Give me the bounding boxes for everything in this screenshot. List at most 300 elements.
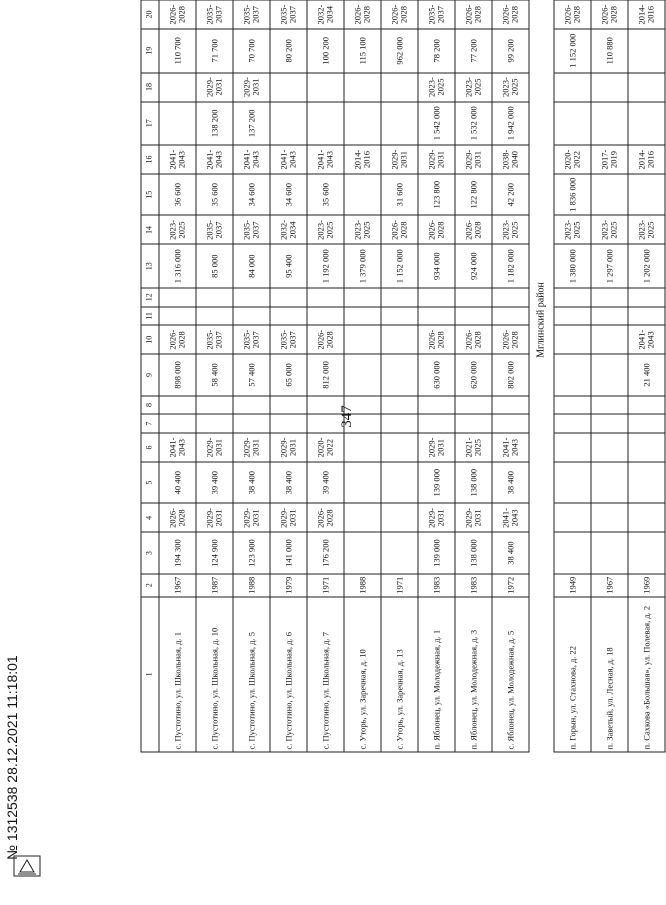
table-cell: 2026-2028	[159, 503, 196, 532]
table-cell	[591, 433, 628, 462]
table-cell: с. Пустотино, ул. Школьная, д. 1	[159, 597, 196, 752]
table-cell: 2026-2028	[492, 0, 529, 29]
table-cell: с. Пустотино, ул. Школьная, д. 5	[233, 597, 270, 752]
table-row	[628, 0, 665, 752]
table-cell: 2035-2037	[196, 325, 233, 354]
table-cell: 36 600	[159, 174, 196, 215]
table-cell: 2026-2028	[455, 325, 492, 354]
table-cell: 40 400	[159, 462, 196, 503]
table-cell: 5	[141, 462, 159, 503]
table-cell	[270, 396, 307, 415]
table-cell	[381, 288, 418, 307]
table-cell: п. Яблонец, ул. Молодежная, д. 1	[418, 597, 455, 752]
table-cell: с. Пустотино, ул. Школьная, д. 6	[270, 597, 307, 752]
table-cell: 1 152 000	[381, 244, 418, 288]
table-cell	[554, 433, 591, 462]
table-cell: 962 000	[381, 29, 418, 73]
table-cell	[381, 414, 418, 433]
table-cell: 78 200	[418, 29, 455, 73]
table-cell: 1987	[196, 574, 233, 597]
table-cell: 2026-2028	[307, 503, 344, 532]
table-row	[455, 0, 492, 752]
table-row	[233, 0, 270, 752]
table-cell	[591, 414, 628, 433]
table-cell: 176 200	[307, 532, 344, 573]
table-cell: 2029-2031	[418, 145, 455, 174]
table-cell: 898 000	[159, 354, 196, 395]
table-cell	[628, 396, 665, 415]
table-cell	[591, 174, 628, 215]
table-cell	[381, 396, 418, 415]
table-cell	[418, 288, 455, 307]
table-cell: 1 380 000	[554, 244, 591, 288]
table-cell: 1	[141, 597, 159, 752]
table-cell: 2035-2037	[270, 325, 307, 354]
table-cell: 2041-2043	[159, 433, 196, 462]
table-cell: 2023-2025	[418, 73, 455, 102]
table-cell	[307, 102, 344, 146]
table-cell	[344, 503, 381, 532]
table-cell	[381, 503, 418, 532]
table-cell	[344, 414, 381, 433]
table-cell: 1983	[455, 574, 492, 597]
table-cell: с. Пустотино, ул. Школьная, д. 7	[307, 597, 344, 752]
table-cell: с. Яблонец, ул. Молодежная, д. 5	[492, 597, 529, 752]
table-cell	[554, 503, 591, 532]
table-row	[591, 0, 628, 752]
table-cell: 122 800	[455, 174, 492, 215]
table-cell	[554, 102, 591, 146]
table-cell: 2035-2037	[196, 0, 233, 29]
table-cell: 1971	[381, 574, 418, 597]
table-cell: 2041-2043	[307, 145, 344, 174]
table-cell: 3	[141, 532, 159, 573]
table-cell	[159, 73, 196, 102]
table-cell: 17	[141, 102, 159, 146]
table-cell	[591, 73, 628, 102]
table-cell: 123 800	[418, 174, 455, 215]
table-cell	[628, 102, 665, 146]
table-cell	[159, 307, 196, 326]
table-cell	[270, 307, 307, 326]
table-cell	[196, 307, 233, 326]
table-cell: 1971	[307, 574, 344, 597]
table-cell	[492, 288, 529, 307]
table-cell: 2023-2025	[628, 215, 665, 244]
table-cell	[628, 307, 665, 326]
table-cell	[628, 503, 665, 532]
table-cell	[270, 102, 307, 146]
table-row	[554, 0, 591, 752]
table-cell	[591, 532, 628, 573]
table-cell	[159, 414, 196, 433]
table-cell: 14	[141, 215, 159, 244]
table-cell	[628, 414, 665, 433]
table-cell: 2023-2025	[344, 215, 381, 244]
table-cell: 620 000	[455, 354, 492, 395]
table-cell	[196, 288, 233, 307]
table-cell	[381, 102, 418, 146]
table-row	[344, 0, 381, 752]
table-cell: 2026-2028	[418, 215, 455, 244]
table-cell: 2026-2028	[418, 325, 455, 354]
footer	[4, 500, 42, 880]
table-cell	[628, 73, 665, 102]
table-cell: 2026-2028	[381, 0, 418, 29]
table-cell	[591, 503, 628, 532]
table-cell: 2014-2016	[628, 145, 665, 174]
table-cell	[418, 396, 455, 415]
document-stamp: № 1312538 28.12.2021 11:18:01	[4, 655, 20, 860]
table-cell: 2017-2019	[591, 145, 628, 174]
table-row	[418, 0, 455, 752]
table-cell	[591, 325, 628, 354]
table-cell: 16	[141, 145, 159, 174]
table-cell	[233, 396, 270, 415]
table-cell: 2023-2025	[591, 215, 628, 244]
table-cell: 34 600	[233, 174, 270, 215]
table-cell: 2029-2031	[270, 503, 307, 532]
table-cell: 2029-2031	[233, 433, 270, 462]
table-cell: 2026-2028	[381, 215, 418, 244]
table-cell: 1 152 000	[554, 29, 591, 73]
table-cell	[492, 307, 529, 326]
table-cell: 34 600	[270, 174, 307, 215]
table-cell: 2029-2031	[196, 433, 233, 462]
table-cell: 2026-2028	[554, 0, 591, 29]
table-cell: 2041-2043	[196, 145, 233, 174]
table-cell: 2029-2031	[455, 503, 492, 532]
page-number: 347	[338, 405, 355, 428]
table-cell: 1949	[554, 574, 591, 597]
table-cell: 802 000	[492, 354, 529, 395]
table-cell	[381, 325, 418, 354]
table-cell: 1 297 000	[591, 244, 628, 288]
table-cell: 2035-2037	[233, 215, 270, 244]
table-cell	[344, 462, 381, 503]
table-cell: 138 200	[196, 102, 233, 146]
table-cell: 2029-2031	[233, 73, 270, 102]
table-cell: 80 200	[270, 29, 307, 73]
table-cell: 194 300	[159, 532, 196, 573]
table-cell: 2035-2037	[196, 215, 233, 244]
table-cell: 10	[141, 325, 159, 354]
table-cell	[381, 73, 418, 102]
table-cell: 58 400	[196, 354, 233, 395]
table-cell: 2023-2025	[455, 73, 492, 102]
table-cell: 42 200	[492, 174, 529, 215]
table-cell: 2026-2028	[455, 0, 492, 29]
table-cell: 4	[141, 503, 159, 532]
table-row	[159, 0, 196, 752]
table-cell: 138 000	[455, 462, 492, 503]
table-cell: 38 400	[233, 462, 270, 503]
table-cell: 2032-2034	[270, 215, 307, 244]
table-cell	[344, 433, 381, 462]
table-cell: 1988	[233, 574, 270, 597]
table-cell: 2026-2028	[591, 0, 628, 29]
table-cell: 31 600	[381, 174, 418, 215]
table-cell: 124 900	[196, 532, 233, 573]
table-cell	[381, 462, 418, 503]
table-cell: 39 400	[196, 462, 233, 503]
table-cell: 1 202 000	[628, 244, 665, 288]
table-cell	[418, 307, 455, 326]
table-cell: 630 000	[418, 354, 455, 395]
table-row	[196, 0, 233, 752]
table-cell: 2041-2043	[492, 503, 529, 532]
table-cell: 2023-2025	[159, 215, 196, 244]
table-cell	[591, 396, 628, 415]
table-cell: 1 542 000	[418, 102, 455, 146]
table-cell: 924 000	[455, 244, 492, 288]
table-cell: 2032-2034	[307, 0, 344, 29]
table-cell: 2026-2028	[455, 215, 492, 244]
table-cell: 2029-2031	[233, 503, 270, 532]
table-cell: 85 000	[196, 244, 233, 288]
table-cell: 1972	[492, 574, 529, 597]
table-cell	[628, 462, 665, 503]
table-cell: 2023-2025	[492, 215, 529, 244]
table-cell: 2020-2022	[554, 145, 591, 174]
table-cell: 2029-2031	[418, 503, 455, 532]
table-cell	[307, 73, 344, 102]
table-cell: 2029-2031	[196, 503, 233, 532]
table-cell	[344, 307, 381, 326]
table-cell: 1 192 000	[307, 244, 344, 288]
table-cell: 70 700	[233, 29, 270, 73]
table-cell: 2035-2037	[270, 0, 307, 29]
table-cell: 1988	[344, 574, 381, 597]
table-cell: 15	[141, 174, 159, 215]
table-cell: 138 000	[455, 532, 492, 573]
table-cell	[344, 396, 381, 415]
table-cell: 65 000	[270, 354, 307, 395]
table-cell: 2035-2037	[233, 325, 270, 354]
table-cell: 2041-2043	[159, 145, 196, 174]
table-cell: 35 600	[196, 174, 233, 215]
table-cell: 1 532 000	[455, 102, 492, 146]
table-cell: 1 836 000	[554, 174, 591, 215]
table-cell: 110 880	[591, 29, 628, 73]
table-cell	[344, 354, 381, 395]
table-cell: 2029-2031	[418, 433, 455, 462]
table-cell: 2026-2028	[307, 325, 344, 354]
table-cell: 141 000	[270, 532, 307, 573]
table-cell: п. Сахкова «Большая», ул. Полевая, д. 2	[628, 597, 665, 752]
table-cell	[455, 414, 492, 433]
table-cell: 2038-2040	[492, 145, 529, 174]
table-cell: 6	[141, 433, 159, 462]
table-cell: 2023-2025	[492, 73, 529, 102]
table-cell	[492, 414, 529, 433]
table-cell: 2	[141, 574, 159, 597]
table-cell: 1 316 000	[159, 244, 196, 288]
table-cell: 934 000	[418, 244, 455, 288]
table-cell: 77 200	[455, 29, 492, 73]
table-cell	[554, 307, 591, 326]
table-cell	[591, 102, 628, 146]
table-cell: 2023-2025	[554, 215, 591, 244]
table-cell: с. Пустотино, ул. Школьная, д. 10	[196, 597, 233, 752]
table-cell	[270, 288, 307, 307]
table-cell: с. Уторь, ул. Заречная, д. 10	[344, 597, 381, 752]
table-cell	[344, 325, 381, 354]
table-cell: 9	[141, 354, 159, 395]
table-cell: 1 942 000	[492, 102, 529, 146]
table-cell: 2020-2022	[307, 433, 344, 462]
table-cell	[344, 174, 381, 215]
table-cell: 13	[141, 244, 159, 288]
table-cell: 2035-2037	[233, 0, 270, 29]
table-cell	[159, 396, 196, 415]
table-cell: 2041-2043	[233, 145, 270, 174]
table-cell: 2029-2031	[270, 433, 307, 462]
table-cell: 11	[141, 307, 159, 326]
table-cell	[233, 414, 270, 433]
table-cell	[455, 307, 492, 326]
table-cell: 12	[141, 288, 159, 307]
table-cell: 2026-2028	[159, 325, 196, 354]
table-cell	[307, 414, 344, 433]
table-cell	[628, 288, 665, 307]
table-cell	[196, 414, 233, 433]
capital-repair-table	[141, 0, 666, 753]
table-cell: 35 600	[307, 174, 344, 215]
table-cell: 1 182 000	[492, 244, 529, 288]
table-cell	[233, 307, 270, 326]
table-cell	[554, 354, 591, 395]
table-cell: 2029-2031	[455, 145, 492, 174]
table-cell	[554, 414, 591, 433]
table-cell	[554, 396, 591, 415]
table-cell: 100 200	[307, 29, 344, 73]
table-cell: 2041-2043	[628, 325, 665, 354]
table-cell: 8	[141, 396, 159, 415]
emblem-icon	[12, 852, 42, 880]
table-cell	[591, 307, 628, 326]
table-cell: 2035-2037	[418, 0, 455, 29]
table-cell: 2023-2025	[307, 215, 344, 244]
table-cell	[554, 532, 591, 573]
table-cell: 38 400	[492, 532, 529, 573]
table-cell	[554, 288, 591, 307]
table-cell: 84 000	[233, 244, 270, 288]
table-cell	[628, 174, 665, 215]
table-cell: 57 400	[233, 354, 270, 395]
table-cell: 110 700	[159, 29, 196, 73]
table-cell: 21 400	[628, 354, 665, 395]
table-cell	[492, 396, 529, 415]
table-cell	[307, 307, 344, 326]
table-cell: 2026-2028	[492, 325, 529, 354]
table-cell: 123 900	[233, 532, 270, 573]
table-cell: 2041-2043	[270, 145, 307, 174]
table-cell: 139 000	[418, 532, 455, 573]
table-cell	[554, 462, 591, 503]
table-cell: 95 400	[270, 244, 307, 288]
table-cell	[554, 325, 591, 354]
table-row	[307, 0, 344, 752]
table-cell: 1967	[591, 574, 628, 597]
table-cell	[381, 532, 418, 573]
table-cell	[418, 414, 455, 433]
table-cell: 137 200	[233, 102, 270, 146]
rotated-table-container	[141, 0, 656, 753]
table-cell	[307, 288, 344, 307]
table-cell: 38 400	[270, 462, 307, 503]
table-cell: п. Горын, ул. Стахнова, д. 22	[554, 597, 591, 752]
table-cell: 1983	[418, 574, 455, 597]
table-body	[141, 0, 665, 752]
table-cell: 38 400	[492, 462, 529, 503]
table-cell	[381, 354, 418, 395]
table-cell	[159, 288, 196, 307]
table-cell: 812 000	[307, 354, 344, 395]
table-cell: 2014-2016	[344, 145, 381, 174]
header-row	[141, 0, 159, 752]
table-cell: 1979	[270, 574, 307, 597]
table-cell: 99 200	[492, 29, 529, 73]
table-cell	[196, 396, 233, 415]
table-cell	[307, 396, 344, 415]
table-cell: п. Заветый, ул. Лесная, д. 18	[591, 597, 628, 752]
table-cell	[628, 29, 665, 73]
table-cell: 7	[141, 414, 159, 433]
table-cell: 2026-2028	[159, 0, 196, 29]
table-cell: 1967	[159, 574, 196, 597]
table-cell	[270, 414, 307, 433]
table-cell: 115 100	[344, 29, 381, 73]
table-row	[492, 0, 529, 752]
table-cell	[381, 307, 418, 326]
district-row	[529, 0, 554, 752]
table-cell: 1969	[628, 574, 665, 597]
table-cell: 139 000	[418, 462, 455, 503]
table-cell	[554, 73, 591, 102]
table-cell	[344, 102, 381, 146]
table-cell: 71 700	[196, 29, 233, 73]
table-cell: 2021-2025	[455, 433, 492, 462]
table-cell: 2026-2028	[344, 0, 381, 29]
district-label: Мглинский район	[529, 0, 554, 752]
table-cell	[344, 532, 381, 573]
table-cell	[381, 433, 418, 462]
table-row	[381, 0, 418, 752]
table-cell: 2029-2031	[381, 145, 418, 174]
table-cell	[270, 73, 307, 102]
table-cell: п. Яблонец, ул. Молодежная, д. 3	[455, 597, 492, 752]
table-cell	[159, 102, 196, 146]
table-cell	[344, 73, 381, 102]
table-cell	[591, 354, 628, 395]
table-cell: 2041-2043	[492, 433, 529, 462]
table-row	[270, 0, 307, 752]
table-cell	[455, 288, 492, 307]
table-cell: 19	[141, 29, 159, 73]
table-cell: 39 400	[307, 462, 344, 503]
table-cell	[591, 288, 628, 307]
table-cell: 18	[141, 73, 159, 102]
table-cell: 2014-2016	[628, 0, 665, 29]
table-cell	[591, 462, 628, 503]
table-cell: 1 379 000	[344, 244, 381, 288]
table-cell: 2029-2031	[196, 73, 233, 102]
table-cell: 20	[141, 0, 159, 29]
table-cell	[628, 532, 665, 573]
table-cell	[455, 396, 492, 415]
table-cell	[628, 433, 665, 462]
